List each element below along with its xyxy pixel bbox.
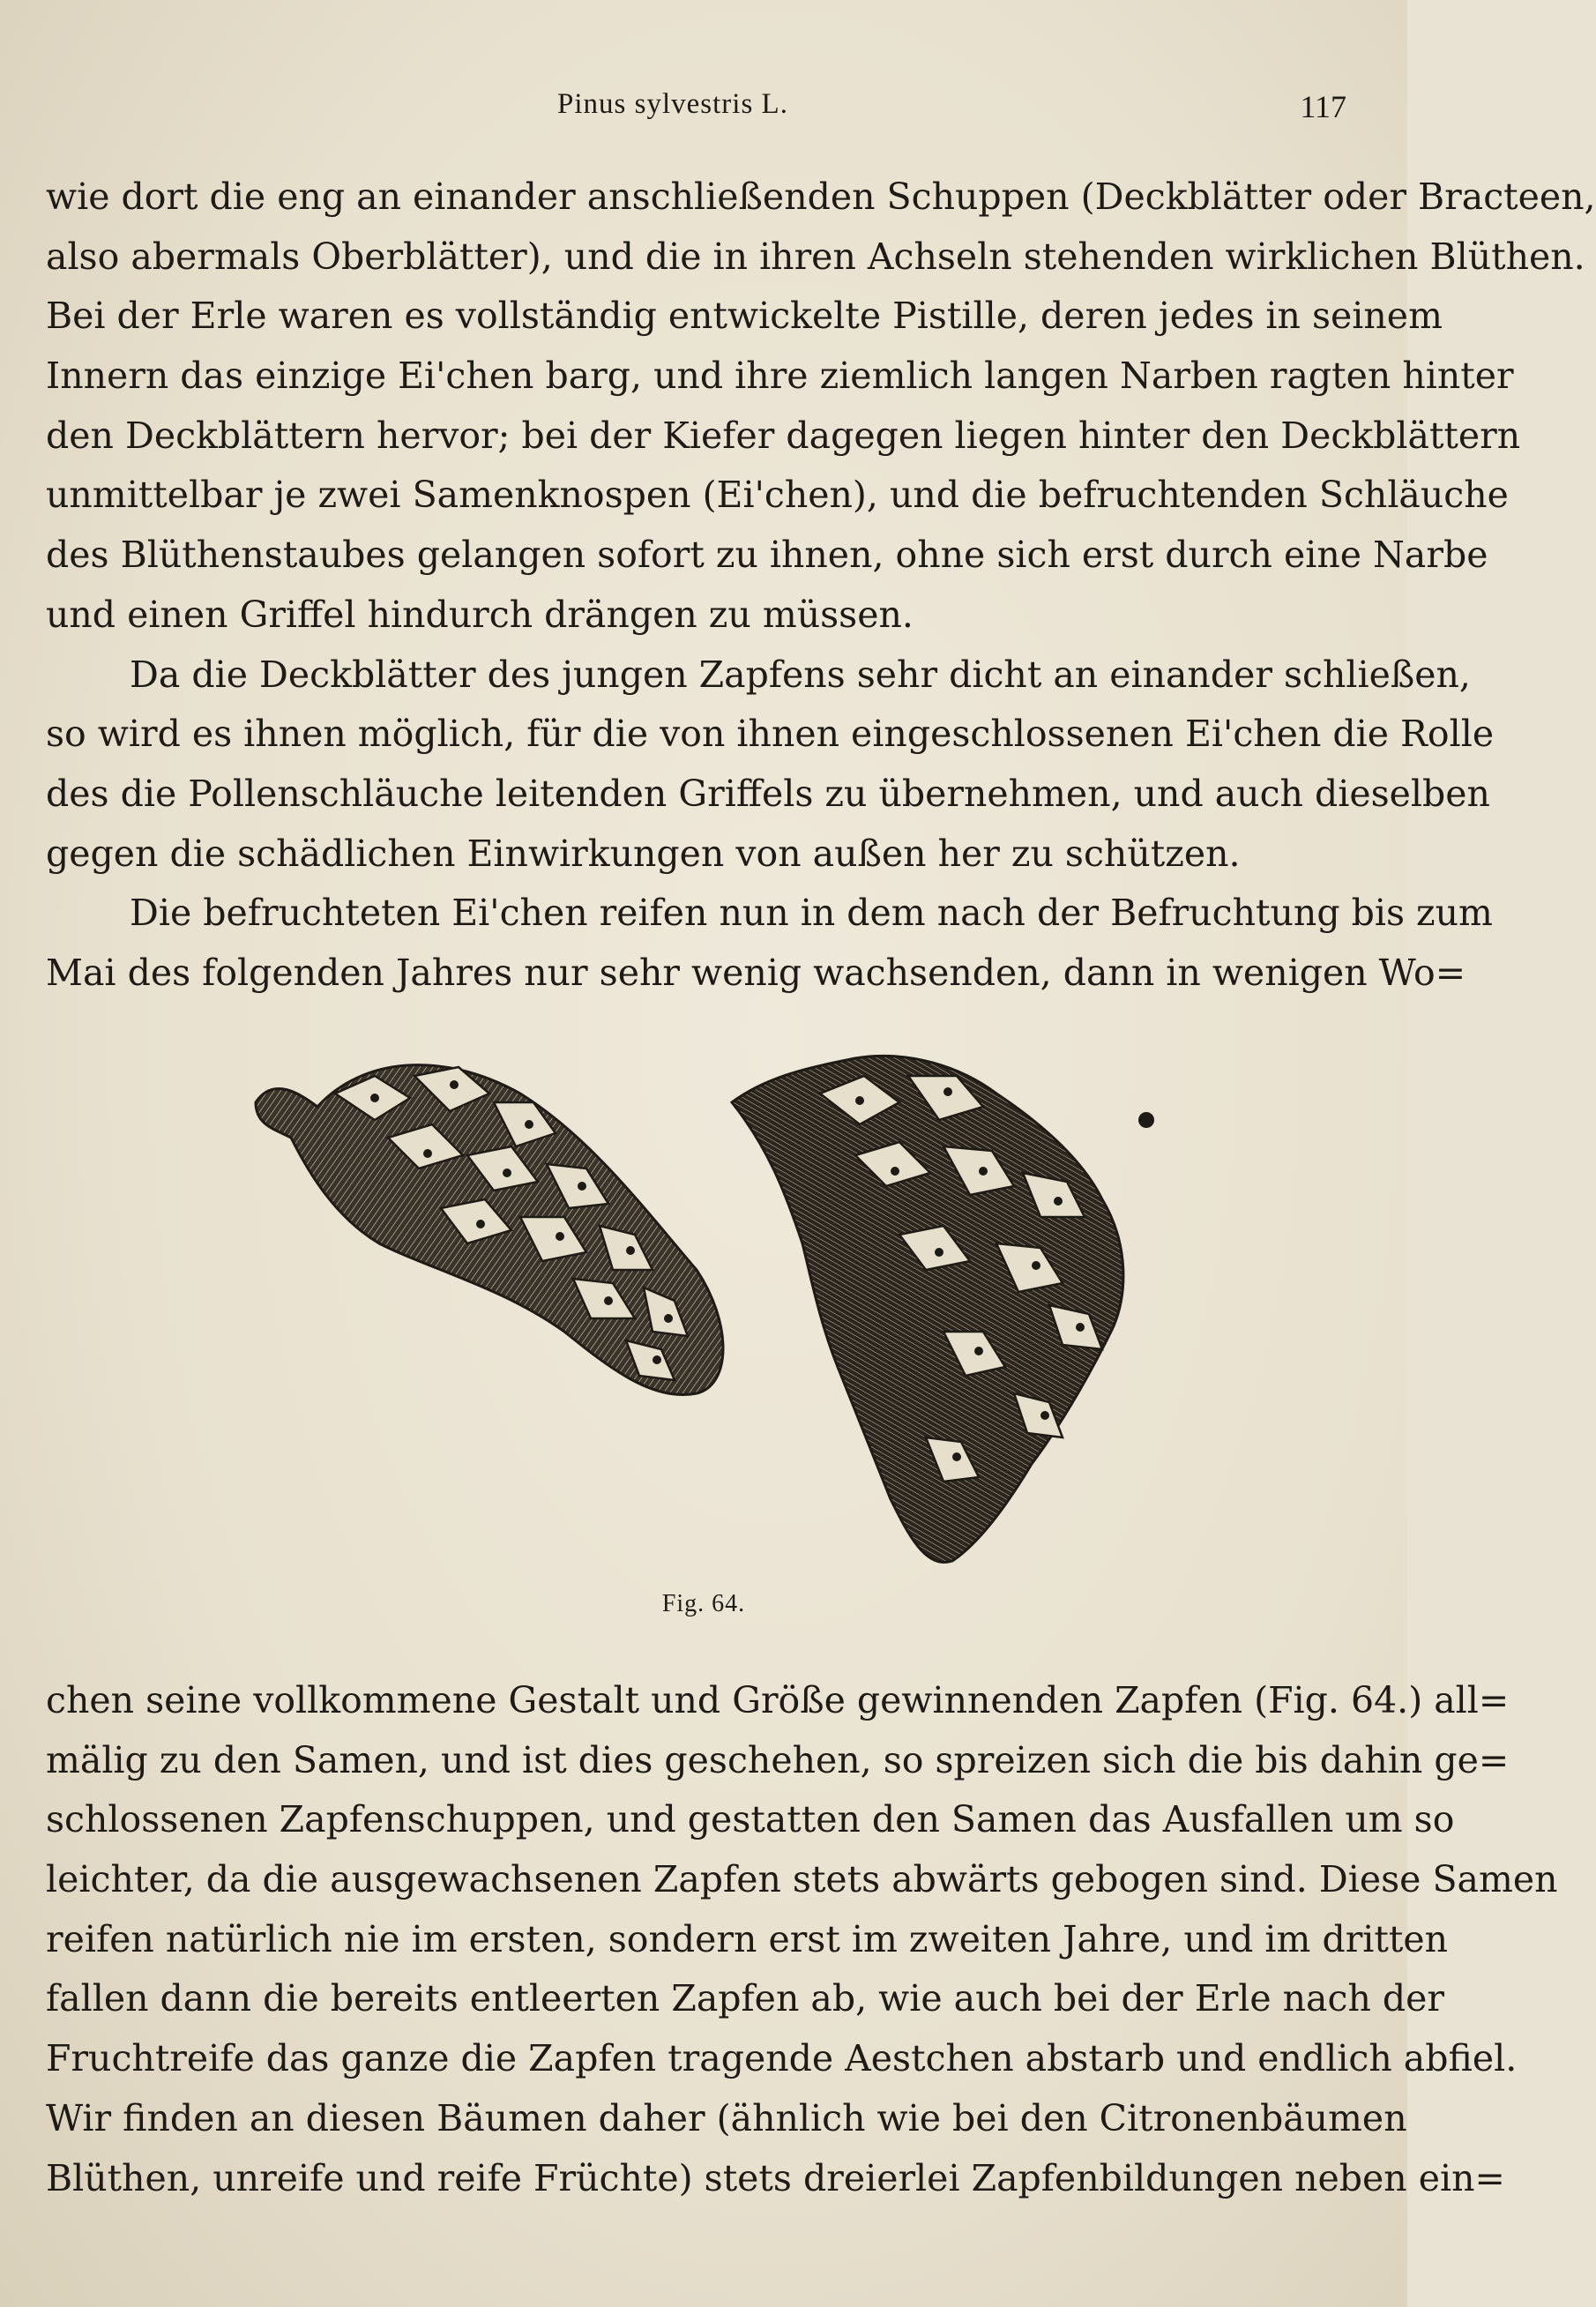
open-cone-drawing: [732, 1056, 1154, 1562]
text-line: des Blüthenstaubes gelangen sofort zu ihnen, ohne sich erst durch eine Narbe: [46, 534, 1488, 577]
text-line: unmittelbar je zwei Samenknospen (Ei'chen), und die befruchtenden Schläuche: [46, 474, 1509, 517]
text-line: des die Pollenschläuche leitenden Griffels zu übernehmen, und auch dieselben: [46, 772, 1490, 815]
text-line: schlossenen Zapfenschuppen, und gestatten den Samen das Ausfallen um so: [46, 1798, 1455, 1841]
text-block-bottom: [46, 1671, 1558, 2208]
text-line: den Deckblättern hervor; bei der Kiefer dagegen liegen hinter den Deckblättern: [46, 414, 1521, 457]
page-header: [46, 88, 1346, 141]
text-line: wie dort die eng an einander anschließenden Schuppen (Deckblätter oder Bracteen,: [46, 175, 1596, 218]
pine-cones-illustration: [238, 1041, 1173, 1587]
text-block-top: [46, 168, 1596, 1004]
text-line: mälig zu den Samen, und ist dies geschehen, so spreizen sich die bis dahin ge=: [46, 1738, 1510, 1781]
text-line: Blüthen, unreife und reife Früchte) stets dreierlei Zapfenbildungen neben ein=: [46, 2156, 1505, 2199]
running-title: Pinus sylvestris L.: [557, 88, 788, 120]
text-line: leichter, da die ausgewachsenen Zapfen stets abwärts gebogen sind. Diese Samen: [46, 1858, 1558, 1901]
text-line: also abermals Oberblätter), und die in ihren Achseln stehenden wirklichen Blüthen.: [46, 235, 1585, 278]
text-line: chen seine vollkommene Gestalt und Größe gewinnenden Zapfen (Fig. 64.) all=: [46, 1679, 1510, 1721]
text-line: Fruchtreife das ganze die Zapfen tragende Aestchen abstarb und endlich abfiel.: [46, 2037, 1518, 2080]
text-line: gegen die schädlichen Einwirkungen von außen her zu schützen.: [46, 832, 1241, 875]
text-line: Da die Deckblätter des jungen Zapfens sehr dicht an einander schließen,: [130, 653, 1471, 696]
text-line: Wir finden an diesen Bäumen daher (ähnlich wie bei den Citronenbäumen: [46, 2096, 1407, 2139]
text-line: und einen Griffel hindurch drängen zu müssen.: [46, 593, 914, 636]
page-number: 117: [1300, 89, 1346, 124]
text-line: Mai des folgenden Jahres nur sehr wenig wachsenden, dann in wenigen Wo=: [46, 951, 1466, 994]
text-line: Innern das einzige Ei'chen barg, und ihre ziemlich langen Narben ragten hinter: [46, 355, 1514, 398]
text-line: Bei der Erle waren es vollständig entwickelte Pistille, deren jedes in seinem: [46, 295, 1443, 338]
text-line: so wird es ihnen möglich, für die von ihnen eingeschlossenen Ei'chen die Rolle: [46, 713, 1495, 756]
figure-caption: Fig. 64.: [661, 1590, 746, 1617]
text-line: fallen dann die bereits entleerten Zapfen ab, wie auch bei der Erle nach der: [46, 1977, 1444, 2020]
closed-cone-drawing: [256, 1065, 723, 1395]
text-line: Die befruchteten Ei'chen reifen nun in dem nach der Befruchtung bis zum: [130, 892, 1493, 935]
text-line: reifen natürlich nie im ersten, sondern erst im zweiten Jahre, und im dritten: [46, 1917, 1449, 1960]
pine-cones-engraving: [238, 1041, 1173, 1587]
